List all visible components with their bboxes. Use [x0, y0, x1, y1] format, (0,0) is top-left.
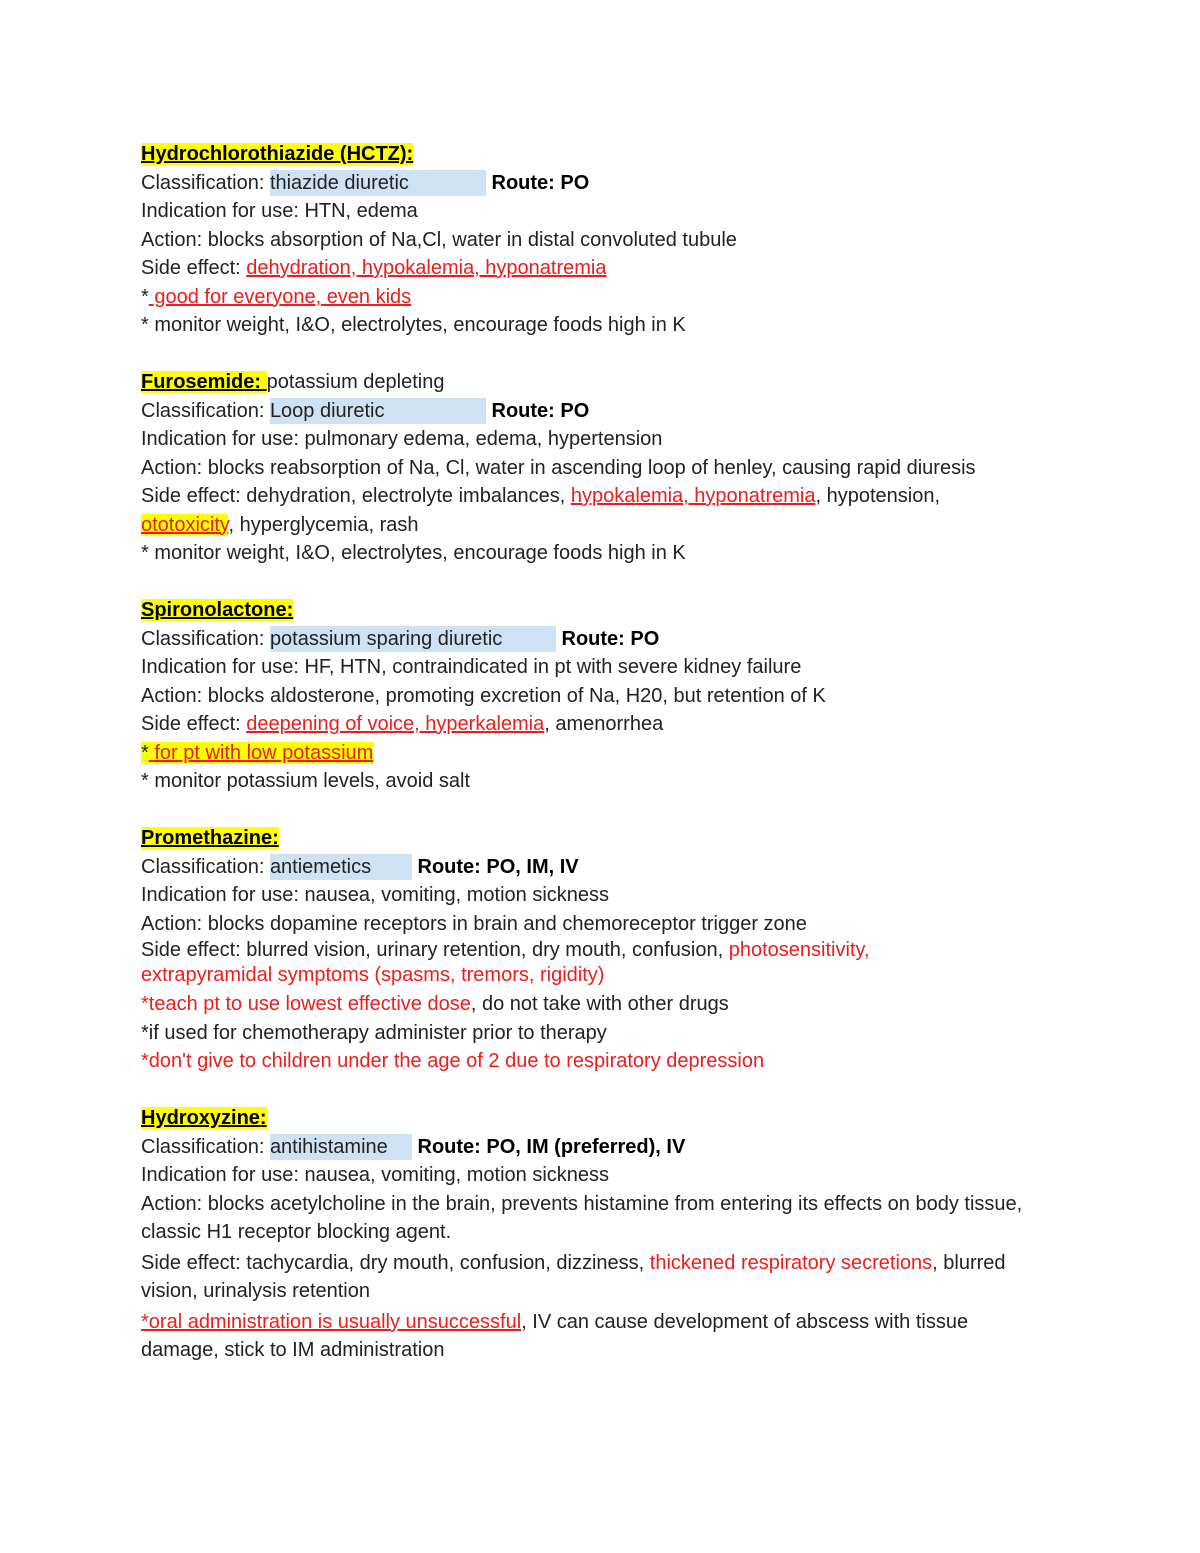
document-body [141, 140, 1151, 1367]
label-action: Action: [141, 912, 208, 935]
side-effect-highlight: photosensitivity, extrapyramidal symptoms (spasms, tremors, rigidity) [141, 939, 870, 986]
classification-value: antiemetics [270, 854, 412, 880]
drug-title: Hydroxyzine: [141, 1107, 267, 1129]
label-side-effect: Side effect: [141, 257, 247, 279]
side-effect-highlight: ototoxicity [141, 513, 229, 536]
note: *if used for chemotherapy administer prior to therapy [141, 1021, 607, 1044]
side-effect-value: dehydration, electrolyte imbalances, [246, 485, 571, 507]
side-effect-value: blurred vision, urinary retention, dry mouth, confusion, [246, 939, 729, 961]
action-value: blocks dopamine receptors in brain and chemoreceptor trigger zone [207, 912, 807, 935]
side-effect-highlight: hypokalemia, hyponatremia [570, 485, 816, 507]
label-action: Action: [141, 456, 208, 479]
label-indication: Indication for use: [141, 428, 305, 450]
note: * monitor weight, I&O, electrolytes, encourage foods high in K [141, 542, 686, 564]
route: Route: PO, IM (preferred), IV [417, 1135, 686, 1158]
note-warning: *teach pt to use lowest effective dose [141, 993, 471, 1015]
drug-subtitle: potassium depleting [266, 371, 445, 393]
drug-title: Spironolactone: [141, 599, 294, 621]
label-action: Action: [141, 1192, 208, 1215]
label-side-effect: Side effect: [141, 1251, 247, 1274]
label-indication: Indication for use: [141, 884, 305, 906]
label-classification: Classification: [141, 1135, 270, 1158]
drug-section-furosemide [141, 368, 1151, 568]
note-star: * [141, 741, 149, 764]
route: Route: PO [491, 171, 590, 194]
drug-title: Furosemide: [141, 371, 267, 393]
note: for pt with low potassium [148, 741, 374, 764]
label-classification: Classification: [141, 171, 270, 194]
note-star: * [141, 285, 149, 308]
drug-section-hctz [141, 140, 1151, 340]
action-value: blocks absorption of Na,Cl, water in distal convoluted tubule [207, 228, 737, 251]
side-effect-value: dehydration, hypokalemia, hyponatremia [246, 257, 607, 279]
drug-section-spironolactone [141, 596, 1151, 796]
label-indication: Indication for use: [141, 656, 305, 678]
classification-value: thiazide diuretic [270, 170, 486, 196]
side-effect-value: , blurred vision, urinalysis retention [141, 1251, 1006, 1302]
route: Route: PO, IM, IV [417, 855, 579, 878]
label-side-effect: Side effect: [141, 939, 247, 961]
side-effect-value: , amenorrhea [544, 713, 664, 735]
side-effect-value: , hypotension, [815, 485, 941, 507]
action-value: blocks aldosterone, promoting excretion of Na, H20, but retention of K [207, 684, 826, 707]
note-warning: *don't give to children under the age of 2 due to respiratory depression [141, 1050, 765, 1072]
label-side-effect: Side effect: [141, 713, 247, 735]
note-warning: *oral administration is usually unsuccessful [141, 1310, 522, 1333]
action-value: blocks acetylcholine in the brain, prevents histamine from entering its effects on body tissue, classic H1 receptor blocking agent. [141, 1192, 1023, 1243]
drug-title: Promethazine: [141, 827, 279, 849]
label-action: Action: [141, 228, 208, 251]
side-effect-value: , hyperglycemia, rash [228, 513, 419, 536]
indication-value: HF, HTN, contraindicated in pt with severe kidney failure [304, 656, 802, 678]
label-classification: Classification: [141, 399, 270, 422]
label-side-effect: Side effect: [141, 485, 247, 507]
note: , do not take with other drugs [470, 993, 729, 1015]
side-effect-highlight: deepening of voice, hyperkalemia [246, 713, 545, 735]
route: Route: PO [491, 399, 590, 422]
action-value: blocks reabsorption of Na, Cl, water in ascending loop of henley, causing rapid diuresis [207, 456, 976, 479]
label-classification: Classification: [141, 855, 270, 878]
classification-value: antihistamine [270, 1134, 412, 1160]
indication-value: nausea, vomiting, motion sickness [304, 884, 610, 906]
drug-section-hydroxyzine [141, 1104, 1151, 1365]
note: * monitor weight, I&O, electrolytes, encourage foods high in K [141, 314, 686, 336]
drug-title: Hydrochlorothiazide (HCTZ): [141, 143, 414, 165]
indication-value: nausea, vomiting, motion sickness [304, 1164, 610, 1186]
indication-value: HTN, edema [304, 200, 418, 222]
label-indication: Indication for use: [141, 1164, 305, 1186]
route: Route: PO [561, 627, 660, 650]
note: , IV can cause development of abscess with tissue damage, stick to IM administration [141, 1310, 969, 1361]
side-effect-value: tachycardia, dry mouth, confusion, dizziness, [246, 1251, 650, 1274]
indication-value: pulmonary edema, edema, hypertension [304, 428, 663, 450]
drug-section-promethazine [141, 824, 1151, 1076]
note: * monitor potassium levels, avoid salt [141, 770, 471, 792]
note: good for everyone, even kids [148, 285, 412, 308]
label-indication: Indication for use: [141, 200, 305, 222]
classification-value: potassium sparing diuretic [270, 626, 556, 652]
label-action: Action: [141, 684, 208, 707]
classification-value: Loop diuretic [270, 398, 486, 424]
side-effect-highlight: thickened respiratory secretions [649, 1251, 933, 1274]
label-classification: Classification: [141, 627, 270, 650]
